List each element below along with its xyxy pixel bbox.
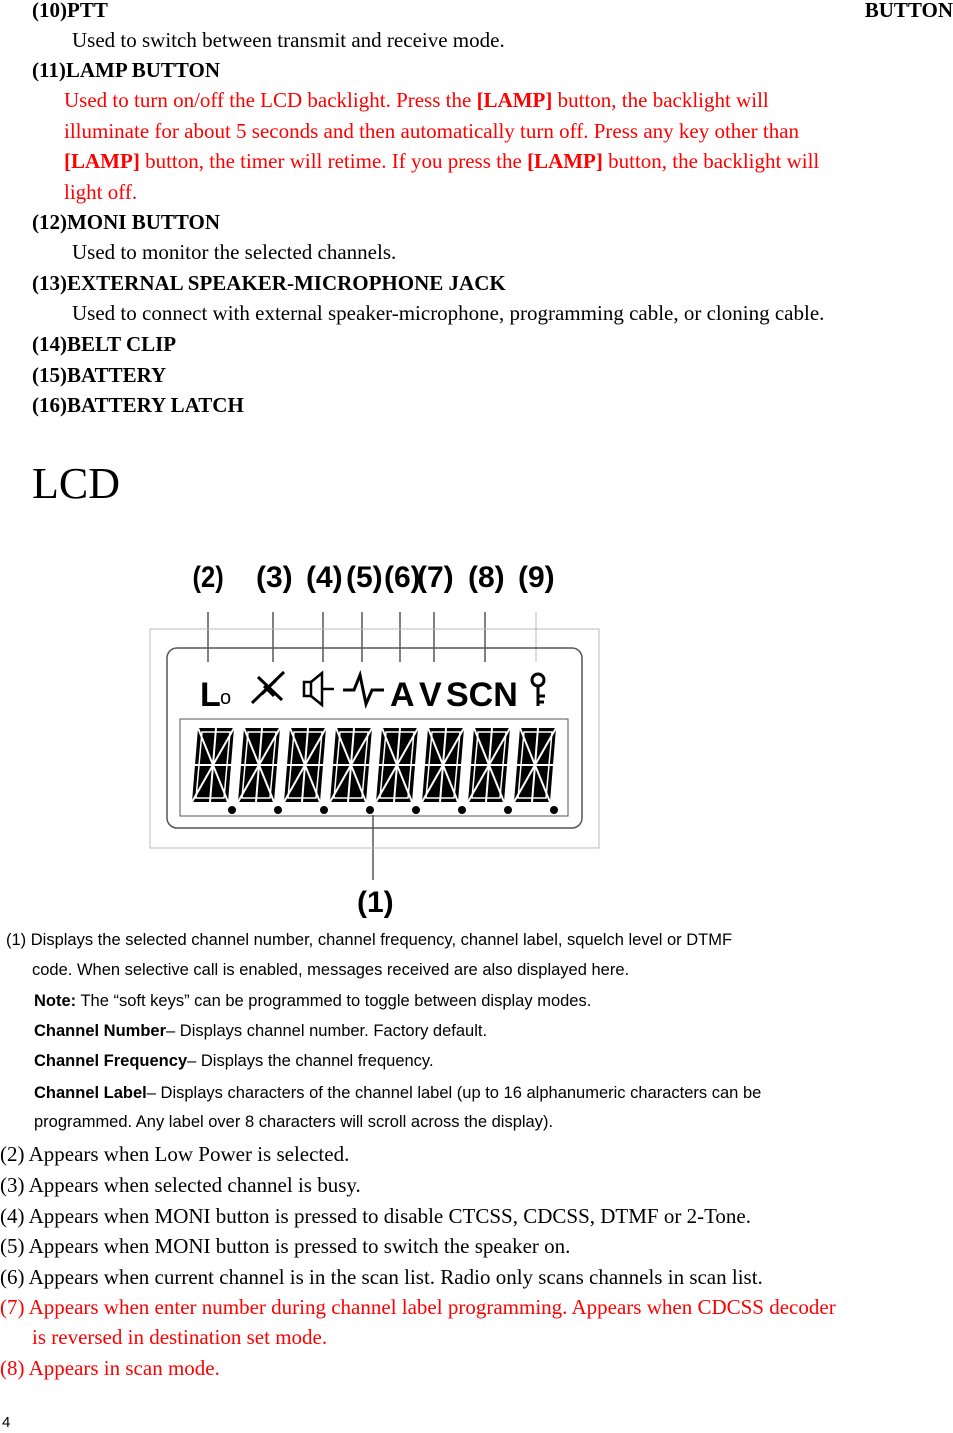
lo-icon: L <box>200 676 221 714</box>
item-7-cont: is reversed in destination set mode. <box>32 1325 328 1349</box>
moni-description: Used to monitor the selected channels. <box>72 240 397 264</box>
lcd-digit <box>192 728 236 814</box>
callout-4: (4) <box>306 561 343 594</box>
note-line: Note: The “soft keys” can be programmed to toggle between display modes. <box>34 992 592 1010</box>
lcd-decimal-point <box>320 806 328 814</box>
key-icon <box>532 674 545 706</box>
channel-frequency-line: Channel Frequency– Displays the channel frequency. <box>34 1052 434 1070</box>
lcd-digit <box>330 728 374 814</box>
lcd-digits <box>192 728 558 814</box>
lcd-decimal-point <box>274 806 282 814</box>
pulse-icon <box>343 675 384 704</box>
page-number: 4 <box>2 1414 11 1431</box>
lcd-decimal-point <box>504 806 512 814</box>
moni-heading: (12)MONI BUTTON <box>32 210 221 234</box>
belt-clip-heading: (14)BELT CLIP <box>32 332 177 356</box>
battery-heading: (15)BATTERY <box>32 363 167 387</box>
lcd-decimal-point <box>228 806 236 814</box>
callout-1: (1) <box>357 886 394 919</box>
lamp-description: Used to turn on/off the LCD backlight. Press the [LAMP] button, the backlight will illuminate for about 5 seconds and then automatically turn off. Press any key other than [LAMP] button, the timer will retime. If you press the [LAMP] button, the backlight will light off. <box>64 88 820 204</box>
desc1-line1: (1) Displays the selected channel number, channel frequency, channel label, squelch level or DTMF <box>6 931 733 949</box>
callout-5: (5) <box>346 561 383 594</box>
speaker-icon <box>304 673 334 705</box>
callout-3: (3) <box>256 561 293 594</box>
a-icon: A <box>390 676 415 714</box>
callout-6: (6) <box>384 561 421 594</box>
ptt-heading: (10)PTT <box>32 0 108 22</box>
callout-7: (7) <box>417 561 454 594</box>
lcd-diagram <box>0 540 953 930</box>
lcd-decimal-point <box>550 806 558 814</box>
ptt-heading-button: BUTTON <box>864 0 953 22</box>
jack-description: Used to connect with external speaker-microphone, programming cable, or cloning cable. <box>72 301 825 325</box>
busy-icon <box>252 672 284 703</box>
lamp-heading: (11)LAMP BUTTON <box>32 58 221 82</box>
lo-icon-o: o <box>220 687 232 709</box>
item-3: (3) Appears when selected channel is busy. <box>0 1173 361 1197</box>
item-4: (4) Appears when MONI button is pressed to disable CTCSS, CDCSS, DTMF or 2-Tone. <box>0 1204 752 1228</box>
lcd-decimal-point <box>412 806 420 814</box>
lcd-digit <box>514 728 558 814</box>
item-7: (7) Appears when enter number during channel label programming. Appears when CDCSS decoder <box>0 1295 836 1319</box>
item-2: (2) Appears when Low Power is selected. <box>0 1142 350 1166</box>
callout-9: (9) <box>518 561 555 594</box>
channel-label-line: Channel Label– Displays characters of the channel label (up to 16 alphanumeric characters can be <box>34 1084 762 1102</box>
v-icon: V <box>419 676 442 714</box>
lcd-digit <box>422 728 466 814</box>
lcd-digit <box>468 728 512 814</box>
channel-label-line2: programmed. Any label over 8 characters will scroll across the display). <box>34 1113 554 1131</box>
battery-latch-heading: (16)BATTERY LATCH <box>32 393 244 417</box>
lcd-digit <box>284 728 328 814</box>
scn-icon: SCN <box>446 676 518 714</box>
item-5: (5) Appears when MONI button is pressed to switch the speaker on. <box>0 1234 571 1258</box>
channel-number-line: Channel Number– Displays channel number. Factory default. <box>34 1022 488 1040</box>
lcd-section-title: LCD <box>32 459 120 508</box>
callout-8: (8) <box>468 561 505 594</box>
lcd-icon-row <box>200 676 231 714</box>
item-6: (6) Appears when current channel is in the scan list. Radio only scans channels in scan list. <box>0 1265 763 1289</box>
lcd-digit <box>376 728 420 814</box>
lcd-decimal-point <box>366 806 374 814</box>
item-8: (8) Appears in scan mode. <box>0 1356 220 1380</box>
desc1-line2: code. When selective call is enabled, messages received are also displayed here. <box>32 961 630 979</box>
ptt-description: Used to switch between transmit and receive mode. <box>72 28 505 52</box>
lcd-decimal-point <box>458 806 466 814</box>
callout-2: (2) <box>192 560 224 594</box>
lcd-digit <box>238 728 282 814</box>
jack-heading: (13)EXTERNAL SPEAKER-MICROPHONE JACK <box>32 271 506 295</box>
